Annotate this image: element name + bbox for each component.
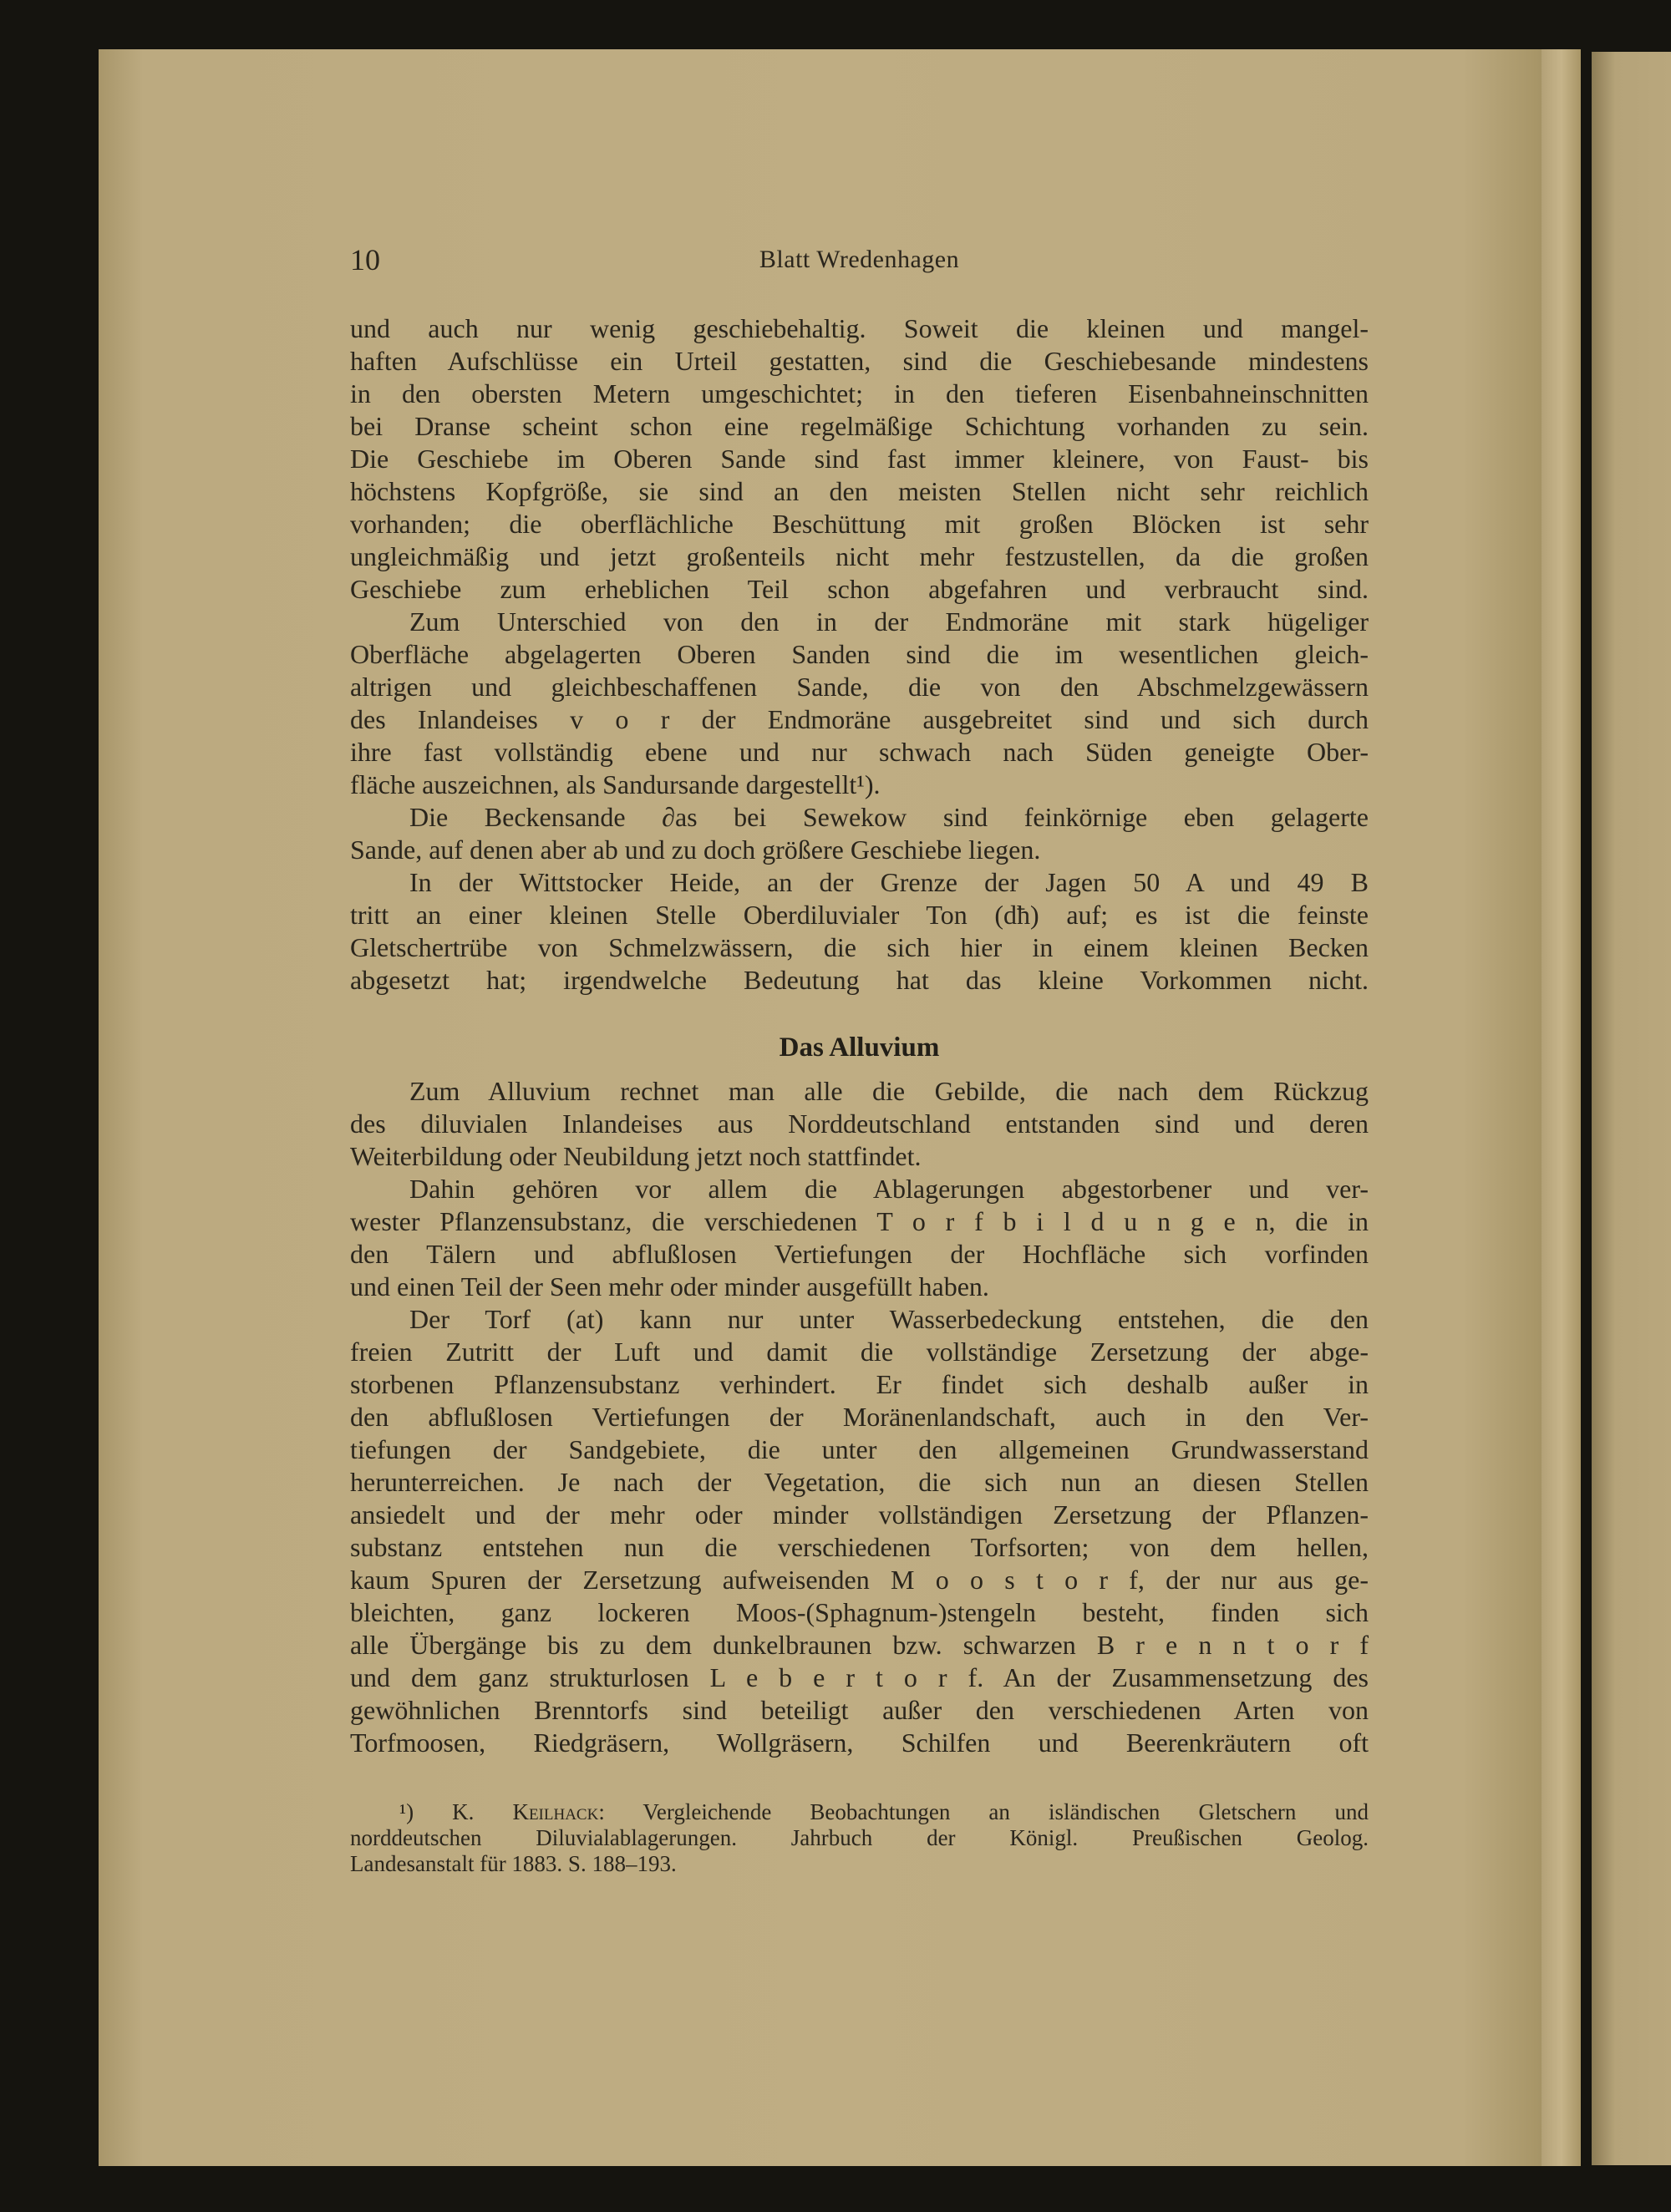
text-line: vorhanden; die oberflächliche Beschüttung mit großen Blöcken ist sehr: [350, 509, 1369, 539]
text-line: tiefungen der Sandgebiete, die unter den allgemeinen Grundwasserstand: [350, 1434, 1369, 1464]
text-line: wester Pflanzensubstanz, die verschiedenen T o r f b i l d u n g e n, die in: [350, 1206, 1369, 1236]
text-line: In der Wittstocker Heide, an der Grenze der Jagen 50 A und 49 B: [409, 867, 1369, 897]
text-line: fläche auszeichnen, als Sandursande dargestellt¹).: [350, 769, 881, 799]
text-line: Weiterbildung oder Neubildung jetzt noch stattfindet.: [350, 1141, 922, 1171]
text-line: höchstens Kopfgröße, sie sind an den meisten Stellen nicht sehr reichlich: [350, 476, 1369, 506]
text-line: altrigen und gleichbeschaffenen Sande, die von den Abschmelzgewässern: [350, 672, 1369, 702]
text-line: Gletschertrübe von Schmelzwässern, die sich hier in einem kleinen Becken: [350, 932, 1369, 962]
text-line: Zum Alluvium rechnet man alle die Gebilde, die nach dem Rückzug: [409, 1076, 1369, 1106]
text-line: kaum Spuren der Zersetzung aufweisenden M o o s t o r f, der nur aus ge-: [350, 1565, 1369, 1595]
page-gutter: [1541, 49, 1581, 2166]
page-number: 10: [350, 243, 380, 276]
adjacent-page-edge: [1592, 52, 1671, 2165]
footnote-line: norddeutschen Diluvialablagerungen. Jahrbuch der Königl. Preußischen Geolog.: [350, 1825, 1369, 1850]
text-line: ihre fast vollständig ebene und nur schwach nach Süden geneigte Ober-: [350, 737, 1369, 767]
text-line: haften Aufschlüsse ein Urteil gestatten, sind die Geschiebesande mindestens: [350, 346, 1369, 376]
footnote-line: [350, 1799, 1369, 1825]
footnote: [350, 1799, 1369, 1877]
text-line: substanz entstehen nun die verschiedenen Torfsorten; von dem hellen,: [350, 1532, 1369, 1562]
footnote-marker: ¹) K.: [399, 1799, 513, 1824]
text-line: des diluvialen Inlandeises aus Norddeutschland entstanden sind und deren: [350, 1109, 1369, 1139]
footnote-author: Keilhack: [512, 1799, 599, 1824]
text-line: in den obersten Metern umgeschichtet; in den tieferen Eisenbahneinschnitten: [350, 378, 1369, 408]
text-line: Der Torf (at) kann nur unter Wasserbedeckung entstehen, die den: [409, 1304, 1369, 1334]
text-line: ungleichmäßig und jetzt großenteils nicht mehr festzustellen, da die großen: [350, 541, 1369, 571]
footnote-line: Landesanstalt für 1883. S. 188–193.: [350, 1851, 677, 1876]
text-line: den Tälern und abflußlosen Vertiefungen der Hochfläche sich vorfinden: [350, 1239, 1369, 1269]
section-alluvium-text: [350, 1075, 1369, 1759]
text-line: storbenen Pflanzensubstanz verhindert. Er findet sich deshalb außer in: [350, 1369, 1369, 1399]
text-line: Dahin gehören vor allem die Ablagerungen abgestorbener und ver-: [409, 1174, 1369, 1204]
text-line: und einen Teil der Seen mehr oder minder ausgefüllt haben.: [350, 1271, 989, 1301]
text-line: bei Dranse scheint schon eine regelmäßige Schichtung vorhanden zu sein.: [350, 411, 1369, 441]
text-line: Zum Unterschied von den in der Endmoräne mit stark hügeliger: [409, 606, 1369, 637]
text-line: und auch nur wenig geschiebehaltig. Soweit die kleinen und mangel-: [350, 313, 1369, 343]
text-line: gewöhnlichen Brenntorfs sind beteiligt außer den verschiedenen Arten von: [350, 1695, 1369, 1725]
page-header: [350, 242, 1369, 279]
text-line: Sande, auf denen aber ab und zu doch größere Geschiebe liegen.: [350, 835, 1041, 865]
section-diluvium-text: [350, 312, 1369, 997]
text-line: des Inlandeises v o r der Endmoräne ausgebreitet sind und sich durch: [350, 704, 1369, 734]
text-line: alle Übergänge bis zu dem dunkelbraunen bzw. schwarzen B r e n n t o r f: [350, 1630, 1369, 1660]
section-heading: Das Alluvium: [779, 1032, 940, 1063]
text-line: freien Zutritt der Luft und damit die vollständige Zersetzung der abge-: [350, 1337, 1369, 1367]
text-line: tritt an einer kleinen Stelle Oberdiluvialer Ton (dħ) auf; es ist die feinste: [350, 900, 1369, 930]
text-line: ansiedelt und der mehr oder minder vollständigen Zersetzung der Pflanzen-: [350, 1499, 1369, 1530]
text-line: herunterreichen. Je nach der Vegetation, die sich nun an diesen Stellen: [350, 1467, 1369, 1497]
footnote-text: : Vergleichende Beobachtungen an isländischen Gletschern und: [598, 1799, 1369, 1824]
text-line: Geschiebe zum erheblichen Teil schon abgefahren und verbraucht sind.: [350, 574, 1369, 604]
text-line: Oberfläche abgelagerten Oberen Sanden sind die im wesentlichen gleich-: [350, 639, 1369, 669]
text-line: und dem ganz strukturlosen L e b e r t o r f. An der Zusammensetzung des: [350, 1662, 1369, 1692]
text-line: bleichten, ganz lockeren Moos-(Sphagnum-)stengeln besteht, finden sich: [350, 1597, 1369, 1627]
text-line: abgesetzt hat; irgendwelche Bedeutung hat das kleine Vorkommen nicht.: [350, 965, 1369, 995]
text-line: den abflußlosen Vertiefungen der Moränenlandschaft, auch in den Ver-: [350, 1402, 1369, 1432]
text-line: Die Beckensande ∂as bei Sewekow sind feinkörnige eben gelagerte: [409, 802, 1369, 832]
text-line: Torfmoosen, Riedgräsern, Wollgräsern, Schilfen und Beerenkräutern oft: [350, 1727, 1369, 1758]
running-title: Blatt Wredenhagen: [759, 246, 960, 273]
text-line: Die Geschiebe im Oberen Sande sind fast immer kleinere, von Faust- bis: [350, 444, 1369, 474]
